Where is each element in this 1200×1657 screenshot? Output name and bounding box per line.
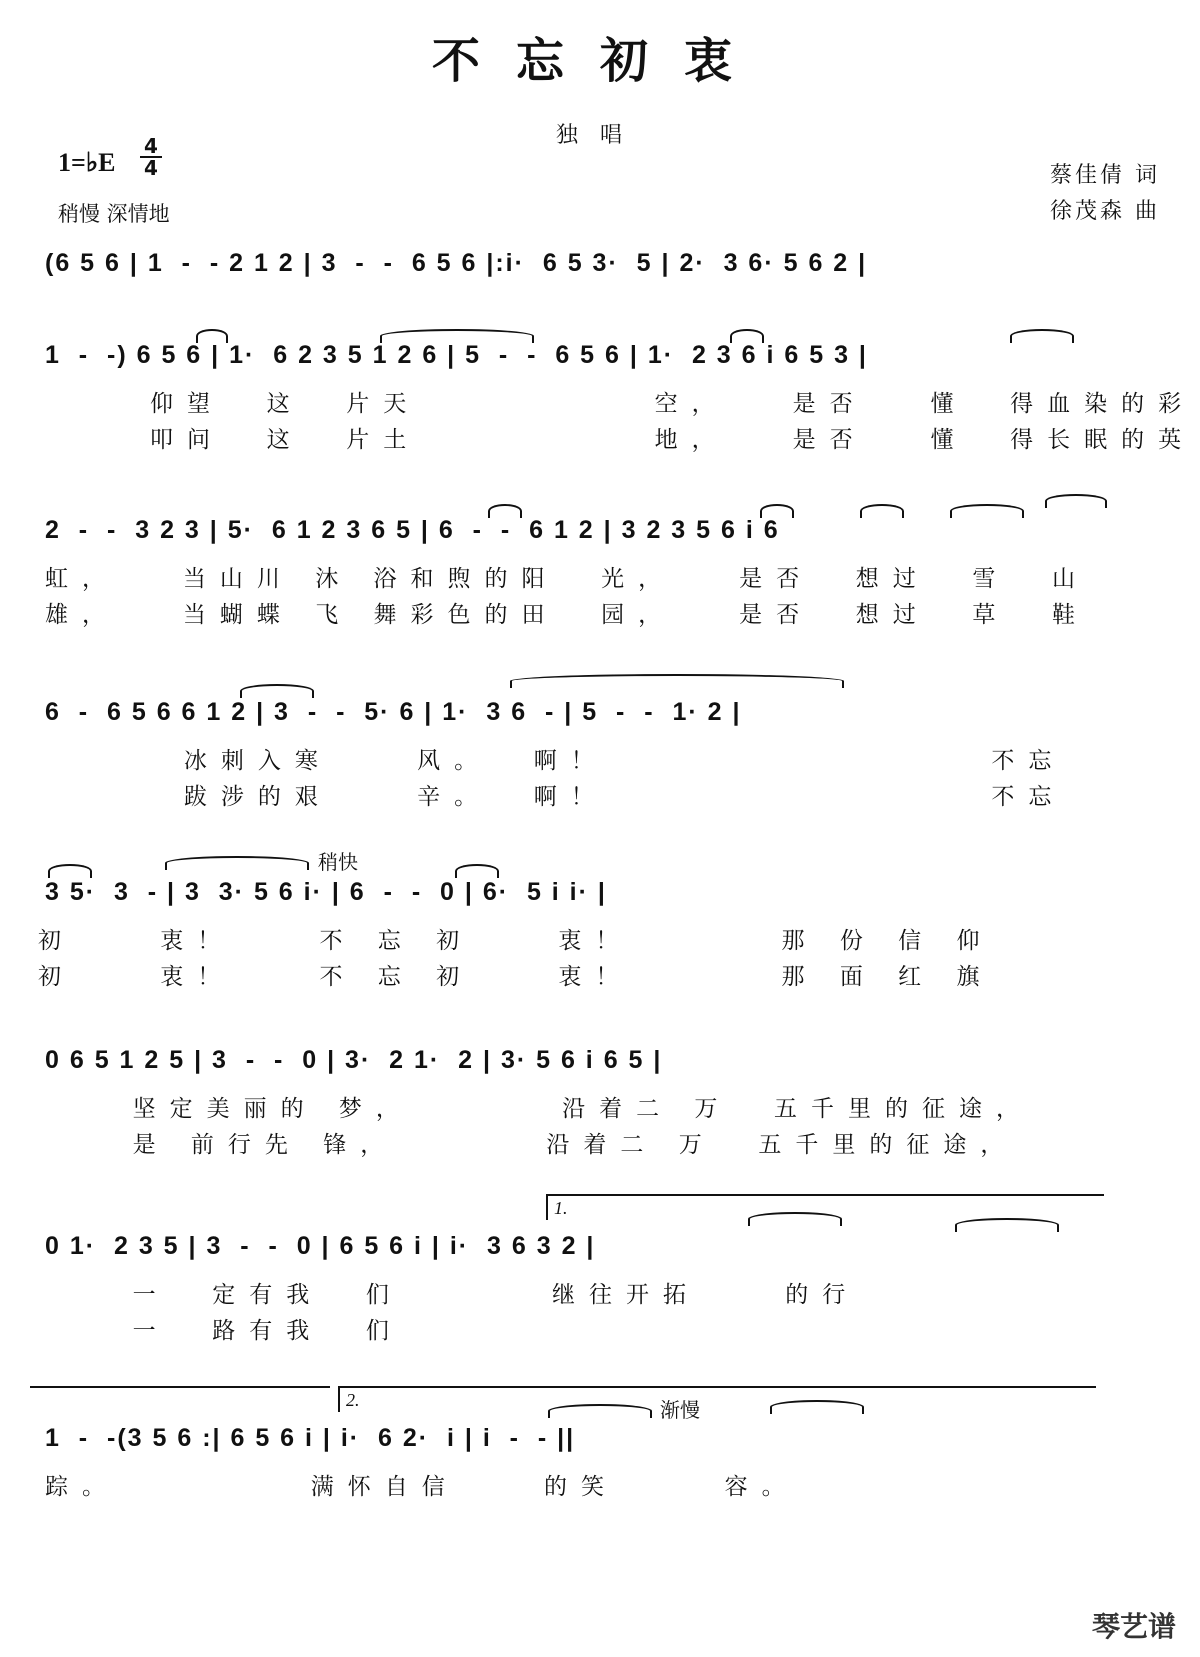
notation-line: 0 1· 2 3 5 | 3 - - 0 | 6 5 6 i | i· 3 6 3 2 | — [45, 1232, 596, 1260]
time-signature-bottom: 4 — [144, 156, 158, 180]
music-system-5 — [0, 850, 1200, 1032]
slur — [748, 1212, 842, 1226]
composer-credit: 徐茂森 曲 — [1050, 199, 1160, 224]
music-system-6 — [0, 1040, 1200, 1200]
song-title: 不忘初衷 — [431, 33, 768, 89]
time-signature-top: 4 — [140, 136, 162, 158]
tempo-marking: 稍慢 深情地 — [58, 202, 170, 226]
notation-line: 6 - 6 5 6 6 1 2 | 3 - - 5· 6 | 1· 3 6 - | 5 - - 1· 2 | — [45, 698, 742, 726]
notation-line: 2 - - 3 2 3 | 5· 6 1 2 3 6 5 | 6 - - 6 1 2 | 3 2 3 5 6 i 6 — [45, 516, 780, 544]
slur — [165, 856, 309, 870]
lyric-verse-2: 是 前行先 锋， 沿着二 万 五千里的征途， — [90, 1132, 1018, 1158]
slur — [770, 1400, 864, 1414]
lyric-verse-2: 一 路有我 们 — [90, 1318, 403, 1344]
tie — [1045, 494, 1107, 508]
second-ending-bracket — [338, 1386, 1096, 1412]
volta-label: 2. — [346, 1390, 360, 1410]
tempo-change-marking: 稍快 — [318, 850, 358, 874]
music-system-2 — [0, 335, 1200, 495]
lyric-verse-2: 跋涉的艰 辛。 啊！ 不忘 — [120, 784, 1066, 810]
key-signature: 1=♭E — [58, 148, 116, 177]
lyric-verse-2: 雄， 当蝴蝶 飞 舞彩色的田 园， 是否 想过 草 鞋 — [45, 602, 1089, 628]
music-system-3 — [0, 510, 1200, 670]
first-ending-bracket-continuation — [30, 1386, 330, 1412]
slur — [510, 674, 844, 688]
lyric-verse-1: 仰望 这 片天 空， 是否 懂 得血染的彩 — [150, 391, 1196, 417]
tempo-change-marking: 渐慢 — [660, 1398, 700, 1422]
notation-line: (6 5 6 | 1 - - 2 1 2 | 3 - - 6 5 6 |:i· 6 5 3· 5 | 2· 3 6· 5 6 2 | — [45, 249, 868, 277]
music-system-7 — [0, 1198, 1200, 1386]
lyric-verse-1: 虹， 当山川 沐 浴和煦的阳 光， 是否 想过 雪 山 — [45, 566, 1089, 592]
lyric-verse-2: 叩问 这 片土 地， 是否 懂 得长眠的英 — [150, 427, 1196, 453]
lyric-verse-2: 初 衷！ 不 忘 初 衷！ 那 面 红 旗 — [38, 964, 994, 990]
notation-line: 3 5· 3 - | 3 3· 5 6 i· | 6 - - 0 | 6· 5 i i· | — [45, 878, 607, 906]
slur — [548, 1404, 652, 1418]
subtitle: 独唱 — [555, 123, 644, 148]
lyricist-credit: 蔡佳倩 词 — [1050, 163, 1160, 188]
notation-line: 1 - -) 6 5 6 | 1· 6 2 3 5 1 2 6 | 5 - - 6 5 6 | 1· 2 3 6 i 6 5 3 | — [45, 341, 868, 369]
watermark-logo: 琴艺谱 — [1091, 1610, 1176, 1643]
notation-line: 1 - -(3 5 6 :| 6 5 6 i | i· 6 2· i | i - - || — [45, 1424, 576, 1452]
lyric-verse-1: 踪。 满怀自信 的笑 容。 — [45, 1474, 799, 1500]
music-system-8 — [0, 1390, 1200, 1578]
time-signature — [140, 136, 162, 178]
lyric-verse-1: 坚定美丽的 梦， 沿着二 万 五千里的征途， — [90, 1096, 1034, 1122]
music-system-4 — [0, 692, 1200, 852]
notation-line: 0 6 5 1 2 5 | 3 - - 0 | 3· 2 1· 2 | 3· 5 6 i 6 5 | — [45, 1046, 663, 1074]
lyric-verse-1: 冰刺入寒 风。 啊！ 不忘 — [120, 748, 1066, 774]
lyric-verse-1: 初 衷！ 不 忘 初 衷！ 那 份 信 仰 — [38, 928, 994, 954]
lyric-verse-1: 一 定有我 们 继往开拓 的行 — [90, 1282, 860, 1308]
volta-label: 1. — [554, 1198, 568, 1218]
